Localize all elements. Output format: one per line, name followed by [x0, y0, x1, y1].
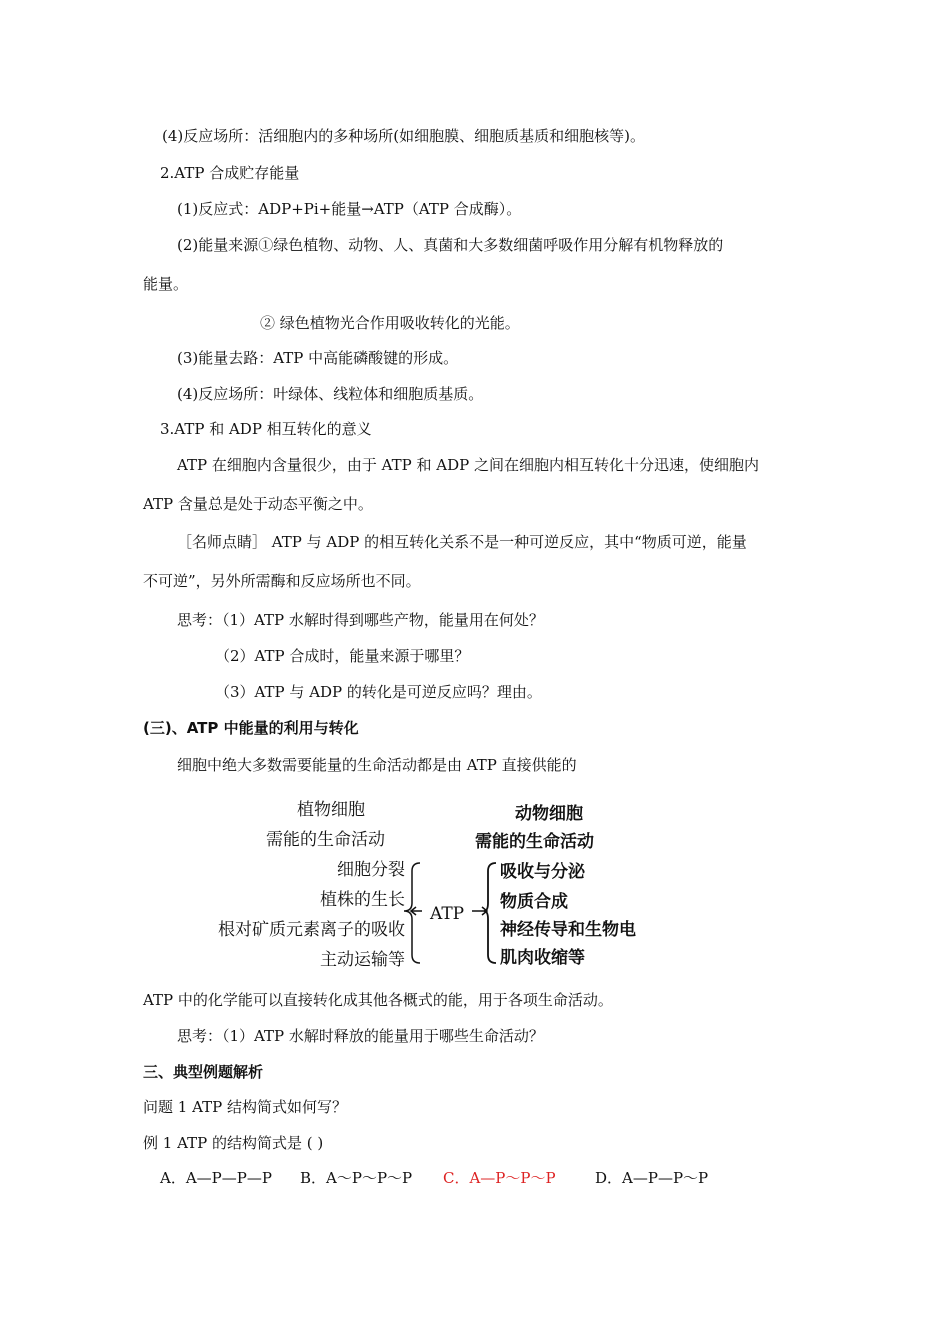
section-heading: 3.ATP 和 ADP 相互转化的意义	[160, 420, 372, 438]
option-d: D．A—P—P～P	[595, 1169, 709, 1187]
option-a: A．A—P—P—P	[160, 1169, 272, 1187]
text-line: （3）ATP 与 ADP 的转化是可逆反应吗？理由。	[215, 683, 542, 701]
text-line: ② 绿色植物光合作用吸收转化的光能。	[260, 314, 520, 332]
section-heading: (三)、ATP 中能量的利用与转化	[143, 719, 359, 737]
text-line: (4)反应场所：活细胞内的多种场所(如细胞膜、细胞质基质和细胞核等)。	[162, 127, 645, 145]
text-line: 思考：（1）ATP 水解时释放的能量用于哪些生命活动？	[177, 1027, 544, 1045]
plant-cell-title: 植物细胞	[297, 800, 365, 820]
option-c-answer: C．A—P～P～P	[443, 1169, 556, 1187]
text-line: (2)能量来源①绿色植物、动物、人、真菌和大多数细菌呼吸作用分解有机物释放的	[177, 236, 724, 254]
animal-activity-item: 物质合成	[500, 892, 568, 912]
plant-activity-item: 植株的生长	[320, 890, 405, 910]
animal-activity-item: 神经传导和生物电	[500, 920, 636, 940]
section-heading: 三、典型例题解析	[143, 1063, 264, 1081]
text-line: 例 1 ATP 的结构简式是 ( )	[143, 1134, 324, 1152]
plant-activity-subtitle: 需能的生命活动	[266, 830, 385, 850]
plant-activity-item: 细胞分裂	[337, 860, 405, 880]
text-line: 不可逆”，另外所需酶和反应场所也不同。	[143, 572, 421, 590]
animal-activity-item: 肌肉收缩等	[500, 948, 585, 968]
text-line: （2）ATP 合成时，能量来源于哪里？	[215, 647, 470, 665]
text-line: (3)能量去路：ATP 中高能磷酸键的形成。	[177, 349, 459, 367]
animal-activity-subtitle: 需能的生命活动	[475, 832, 594, 852]
section-heading: 2.ATP 合成贮存能量	[160, 164, 300, 182]
text-line: ATP 含量总是处于动态平衡之中。	[143, 495, 373, 513]
text-line: ATP 中的化学能可以直接转化成其他各概式的能，用于各项生命活动。	[143, 991, 613, 1009]
plant-activity-item: 主动运输等	[320, 950, 405, 970]
text-line: ［名师点睛］ ATP 与 ADP 的相互转化关系不是一种可逆反应，其中“物质可逆，能量	[177, 533, 747, 551]
atp-usage-diagram	[195, 795, 655, 975]
text-line: (1)反应式：ADP+Pi+能量→ATP（ATP 合成酶）。	[177, 200, 522, 218]
text-line: (4)反应场所：叶绿体、线粒体和细胞质基质。	[177, 385, 484, 403]
option-b: B．A～P～P～P	[300, 1169, 413, 1187]
animal-cell-title: 动物细胞	[515, 804, 583, 824]
text-line: ATP 在细胞内含量很少，由于 ATP 和 ADP 之间在细胞内相互转化十分迅速，使细胞内	[177, 456, 760, 474]
plant-activity-item: 根对矿质元素离子的吸收	[218, 920, 405, 940]
animal-activity-item: 吸收与分泌	[500, 862, 585, 882]
text-line: 问题 1 ATP 结构简式如何写？	[143, 1098, 347, 1116]
text-line: 细胞中绝大多数需要能量的生命活动都是由 ATP 直接供能的	[177, 756, 577, 774]
atp-center-label: ATP	[430, 904, 465, 924]
text-line: 能量。	[143, 275, 189, 293]
text-line: 思考：（1）ATP 水解时得到哪些产物，能量用在何处？	[177, 611, 544, 629]
